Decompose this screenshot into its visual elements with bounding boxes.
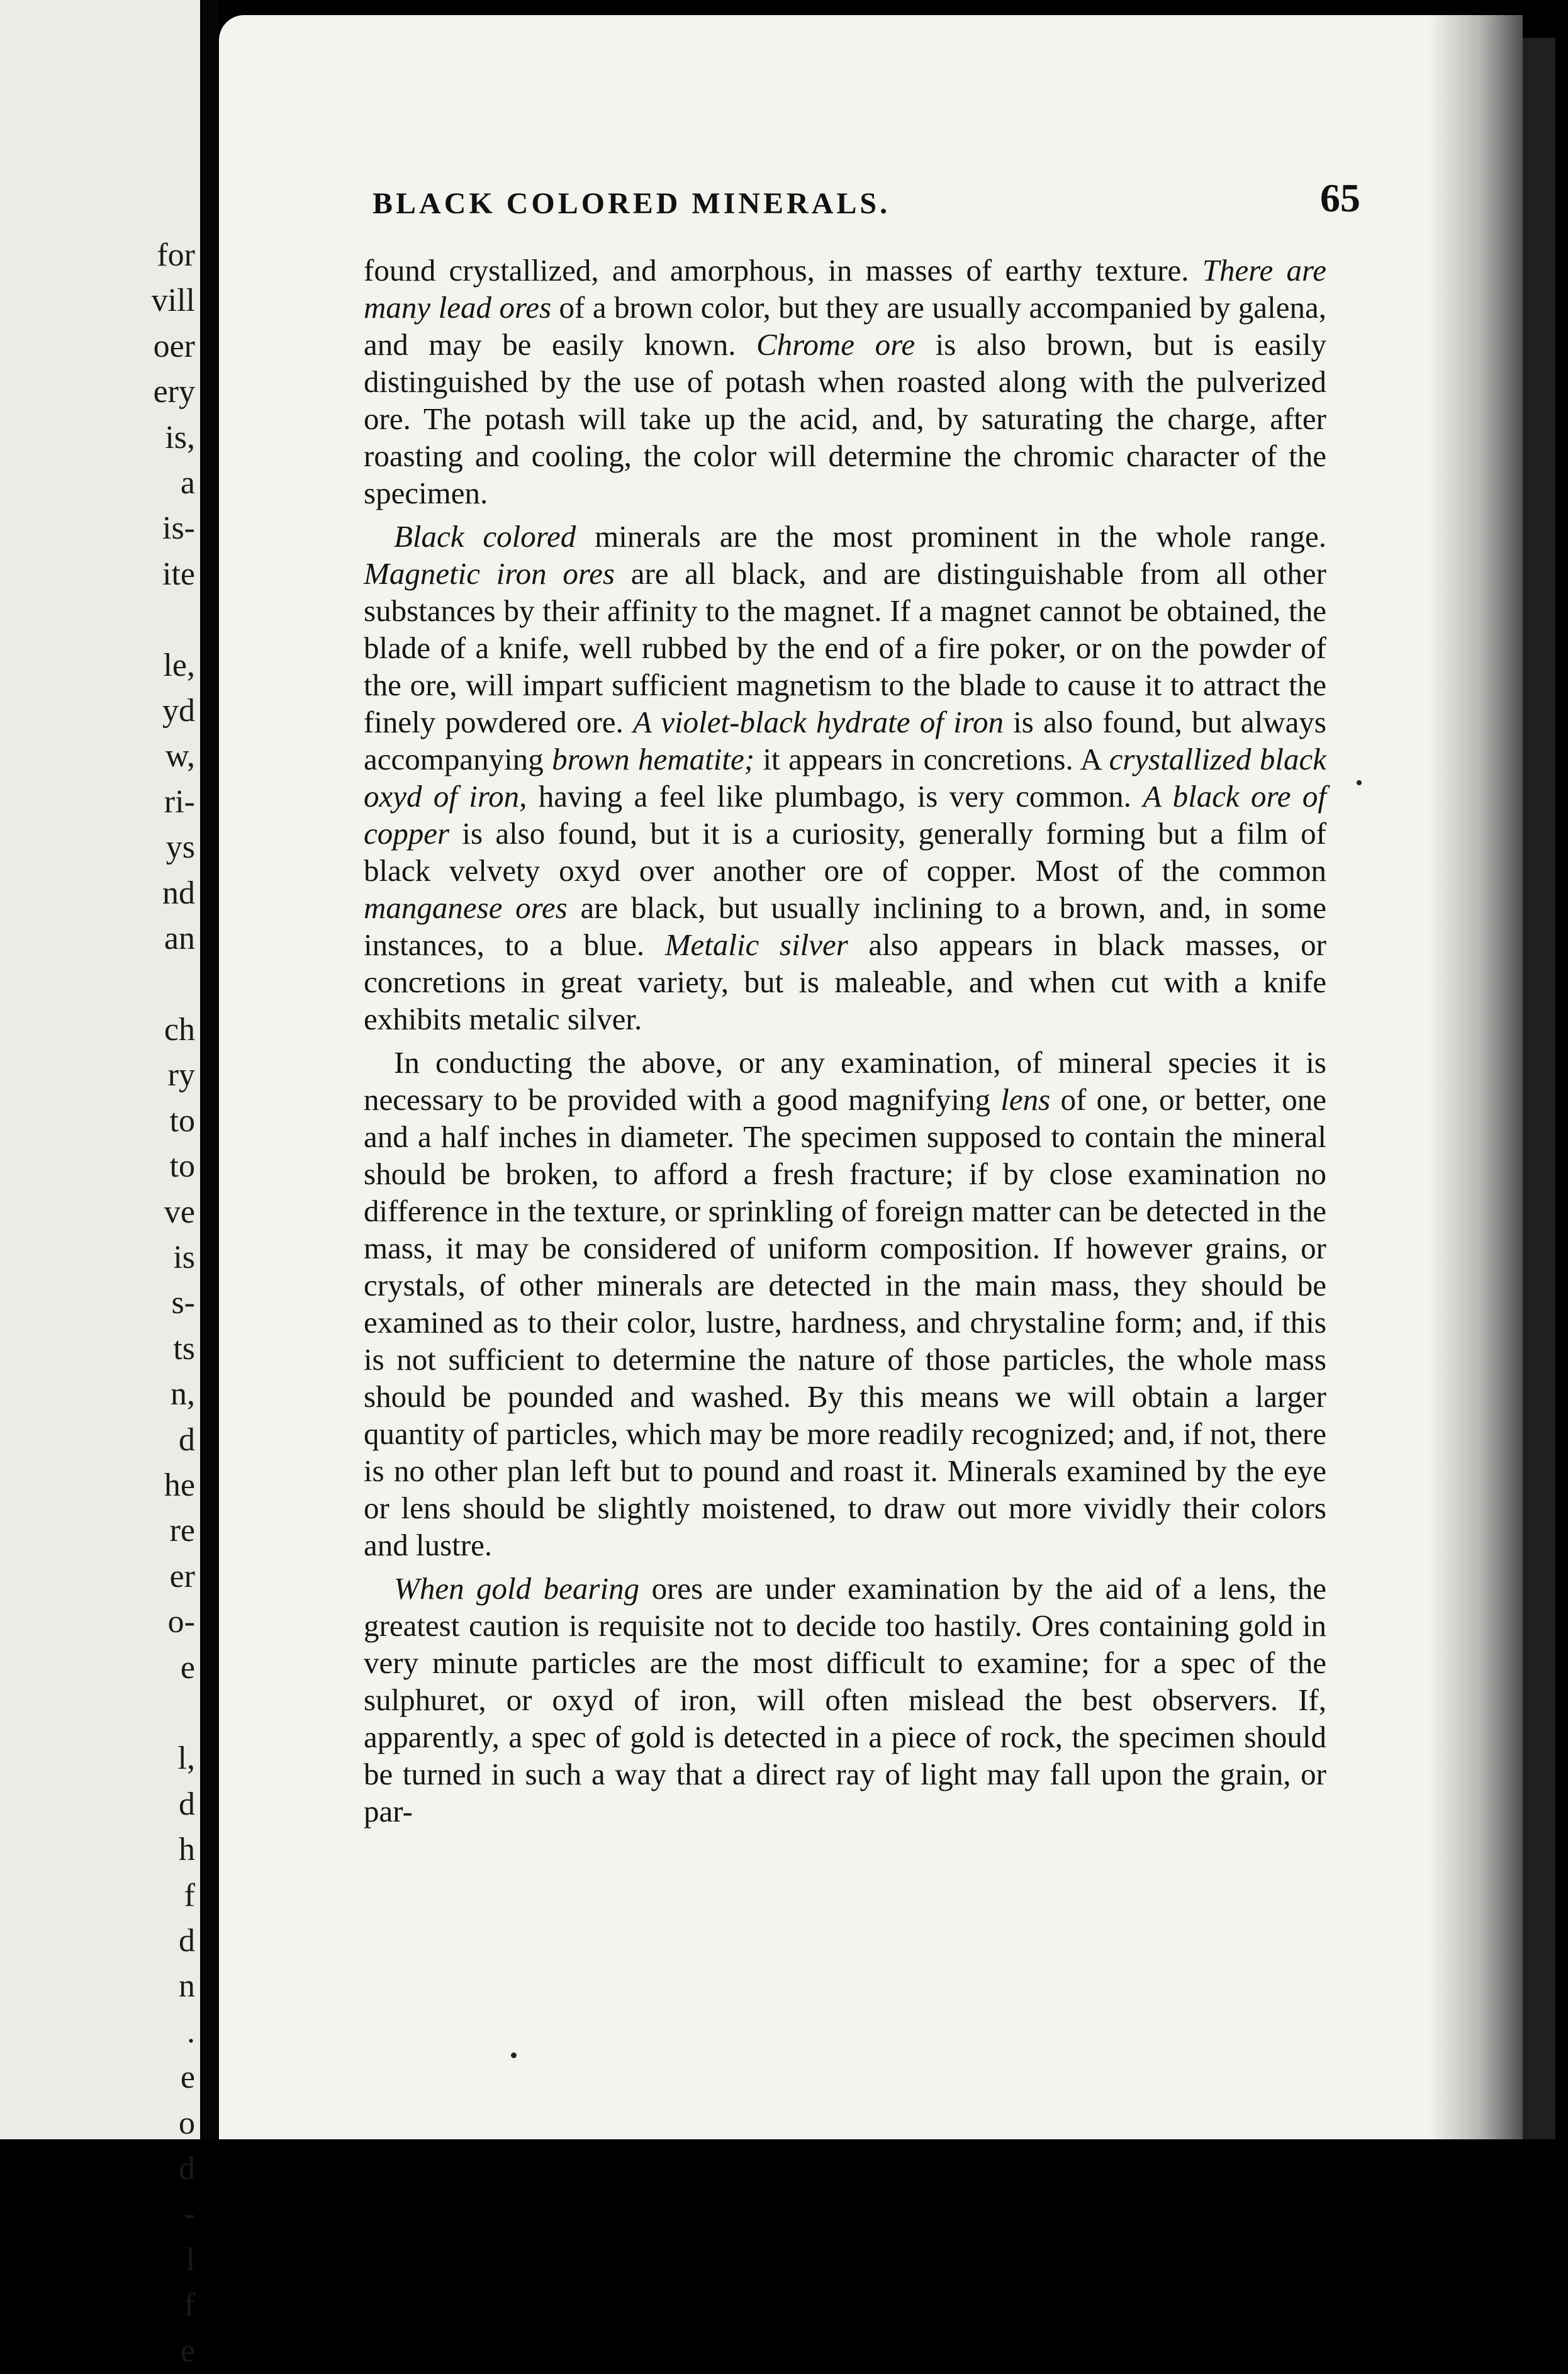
facing-page-line: le, [163, 647, 195, 683]
italic-run: Magnetic iron ores [364, 556, 615, 591]
text-run: also appears in black masses, or concretions in great variety, but is maleable, and when cut with a knife exhibits metalic silver. [364, 927, 1326, 1036]
facing-page-line: vill [151, 283, 195, 319]
facing-page-line: re [169, 1513, 195, 1549]
text-run: are black, but usually inclining to a brown, and, in some instances, to a blue. [364, 890, 1326, 962]
facing-page-fragment [0, 0, 200, 2369]
facing-page-line: f [184, 1877, 195, 1913]
facing-page-line: nd [162, 875, 195, 911]
text-run: found crystallized, and amorphous, in masses of earthy texture. [364, 253, 1202, 288]
italic-run: brown hematite; [552, 742, 755, 776]
facing-page-line: o- [167, 1604, 195, 1640]
facing-page-line: h [179, 1832, 195, 1868]
facing-page-line [152, 1691, 195, 1736]
text-run: it appears in concretions. A [754, 742, 1109, 776]
italic-run: When gold bearing [394, 1571, 640, 1606]
facing-page-line: is [173, 1239, 195, 1275]
facing-page-line: s- [171, 1285, 195, 1321]
text-run: is also brown, but is easily distinguished by the use of potash when roasted along with the pulverized ore. The potash will take up the acid, and, by saturating the charge, after roasting and cooling, the color will determine the chromic character of the specimen. [364, 327, 1326, 510]
page-edge [1523, 38, 1555, 2139]
facing-page-line [152, 597, 195, 642]
running-title: BLACK COLORED MINERALS. [372, 187, 891, 220]
facing-page-line: an [164, 921, 195, 957]
facing-page-line: ery [153, 374, 195, 410]
facing-page-line: e [180, 2059, 195, 2096]
facing-page-line: he [164, 1467, 195, 1503]
facing-page-line: ch [164, 1011, 195, 1048]
facing-page-line: l [186, 2241, 195, 2278]
book-gutter [200, 0, 219, 2139]
facing-page-line: ite [162, 556, 195, 592]
facing-page-line: ry [167, 1057, 195, 1094]
facing-page-line: e [180, 2332, 195, 2369]
paragraph-1 [364, 252, 1326, 512]
facing-page-line: f [184, 2287, 195, 2324]
facing-page-line: ve [164, 1194, 195, 1230]
facing-page-line: er [169, 1558, 195, 1594]
facing-page-line: for [157, 237, 195, 273]
paragraph-2 [364, 518, 1326, 1038]
facing-page-line: ri- [164, 783, 195, 820]
facing-page-line: to [169, 1102, 195, 1139]
paragraph-3 [364, 1044, 1326, 1564]
italic-run: crystallized black oxyd of iron, [364, 742, 1326, 814]
page-body [364, 252, 1326, 1836]
facing-page-line: . [187, 2013, 195, 2050]
facing-page-line: yd [162, 693, 195, 729]
text-run: are all black, and are distinguishable from all other substances by their affinity to the magnet. If a magnet cannot be obtained, the blade of a knife, well rubbed by the end of a fire poker, or on the powder of the ore, will impart sufficient magnetism to the blade to cause it to attract the finely powdered ore. [364, 556, 1326, 739]
italic-run: A black ore of copper [364, 779, 1326, 851]
facing-page-line [152, 962, 195, 1007]
text-run: of a brown color, but they are usually accompanied by galena, and may be easily known. [364, 290, 1326, 362]
text-run: having a feel like plumbago, is very common. [527, 779, 1143, 814]
facing-page-line: d [179, 1421, 195, 1458]
facing-page-line: d [179, 1786, 195, 1822]
facing-page-line: n, [171, 1376, 195, 1413]
facing-page-line: w, [165, 738, 195, 775]
italic-run: lens [1000, 1082, 1051, 1117]
facing-page-line: ys [165, 829, 195, 866]
facing-page-line: n [179, 1968, 195, 2005]
facing-page-line: oer [153, 328, 195, 364]
page-header [372, 175, 1360, 238]
ink-speck [1357, 780, 1362, 785]
facing-page-line: e [180, 1649, 195, 1686]
facing-page-line: is, [165, 419, 195, 456]
facing-page-line: to [169, 1148, 195, 1185]
paragraph-4 [364, 1570, 1326, 1830]
facing-page-line: is- [162, 510, 195, 547]
text-run: is also found, but always accompanying [364, 705, 1326, 776]
facing-page-line: ts [173, 1330, 195, 1367]
italic-run: There are many lead ores [364, 253, 1327, 325]
text-run: ores are under examination by the aid of a lens, the greatest caution is requisite not to decide too hastily. Ores containing gold in very minute particles are the most difficult to examine; for a spec of the sulphuret, or oxyd of iron, will often mislead the best observers. If, apparently, a spec of gold is detected in a piece of rock, the specimen should be turned in such a way that a direct ray of light may fall upon the grain, or par- [364, 1571, 1326, 1828]
italic-run: Metalic silver [664, 927, 848, 962]
ink-speck [511, 2052, 517, 2058]
facing-page-line: d [179, 2151, 195, 2187]
italic-run: manganese ores [364, 890, 568, 925]
text-run: minerals are the most prominent in the whole range. [576, 519, 1326, 554]
page-number: 65 [1320, 176, 1360, 220]
italic-run: Black colored [394, 519, 576, 554]
italic-run: Chrome ore [756, 327, 916, 362]
text-run: is also found, but it is a curiosity, generally forming but a film of black velvety oxyd over another ore of copper. Most of the common [364, 816, 1326, 888]
page-curl-shadow [1428, 15, 1523, 2139]
facing-page-line: - [184, 2196, 195, 2232]
text-run: of one, or better, one and a half inches in diameter. The specimen supposed to contain the mineral should be broken, to afford a fresh fracture; if by close examination no difference in the texture, or sprinkling of foreign matter can be detected in the mass, it may be considered of uniform composition. If however grains, or crystals, of other minerals are detected in the main mass, they should be examined as to their color, lustre, hardness, and chrystaline form; and, if this is not sufficient to determine the nature of those particles, the whole mass should be pounded and washed. By this means we will obtain a larger quantity of particles, which may be more readily recognized; and, if not, there is no other plan left but to pound and roast it. Minerals examined by the eye or lens should be slightly moistened, to draw out more vividly their colors and lustre. [364, 1082, 1326, 1562]
facing-page-line: a [180, 465, 195, 501]
facing-page-line: d [179, 1923, 195, 1959]
italic-run: A violet-black hydrate of iron [633, 705, 1004, 739]
facing-page-text [152, 233, 195, 2374]
facing-page-line: l, [177, 1740, 195, 1777]
facing-page-line: o [179, 2105, 195, 2141]
text-run: In conducting the above, or any examination, of mineral species it is necessary to be provided with a good magnifying [364, 1045, 1326, 1117]
